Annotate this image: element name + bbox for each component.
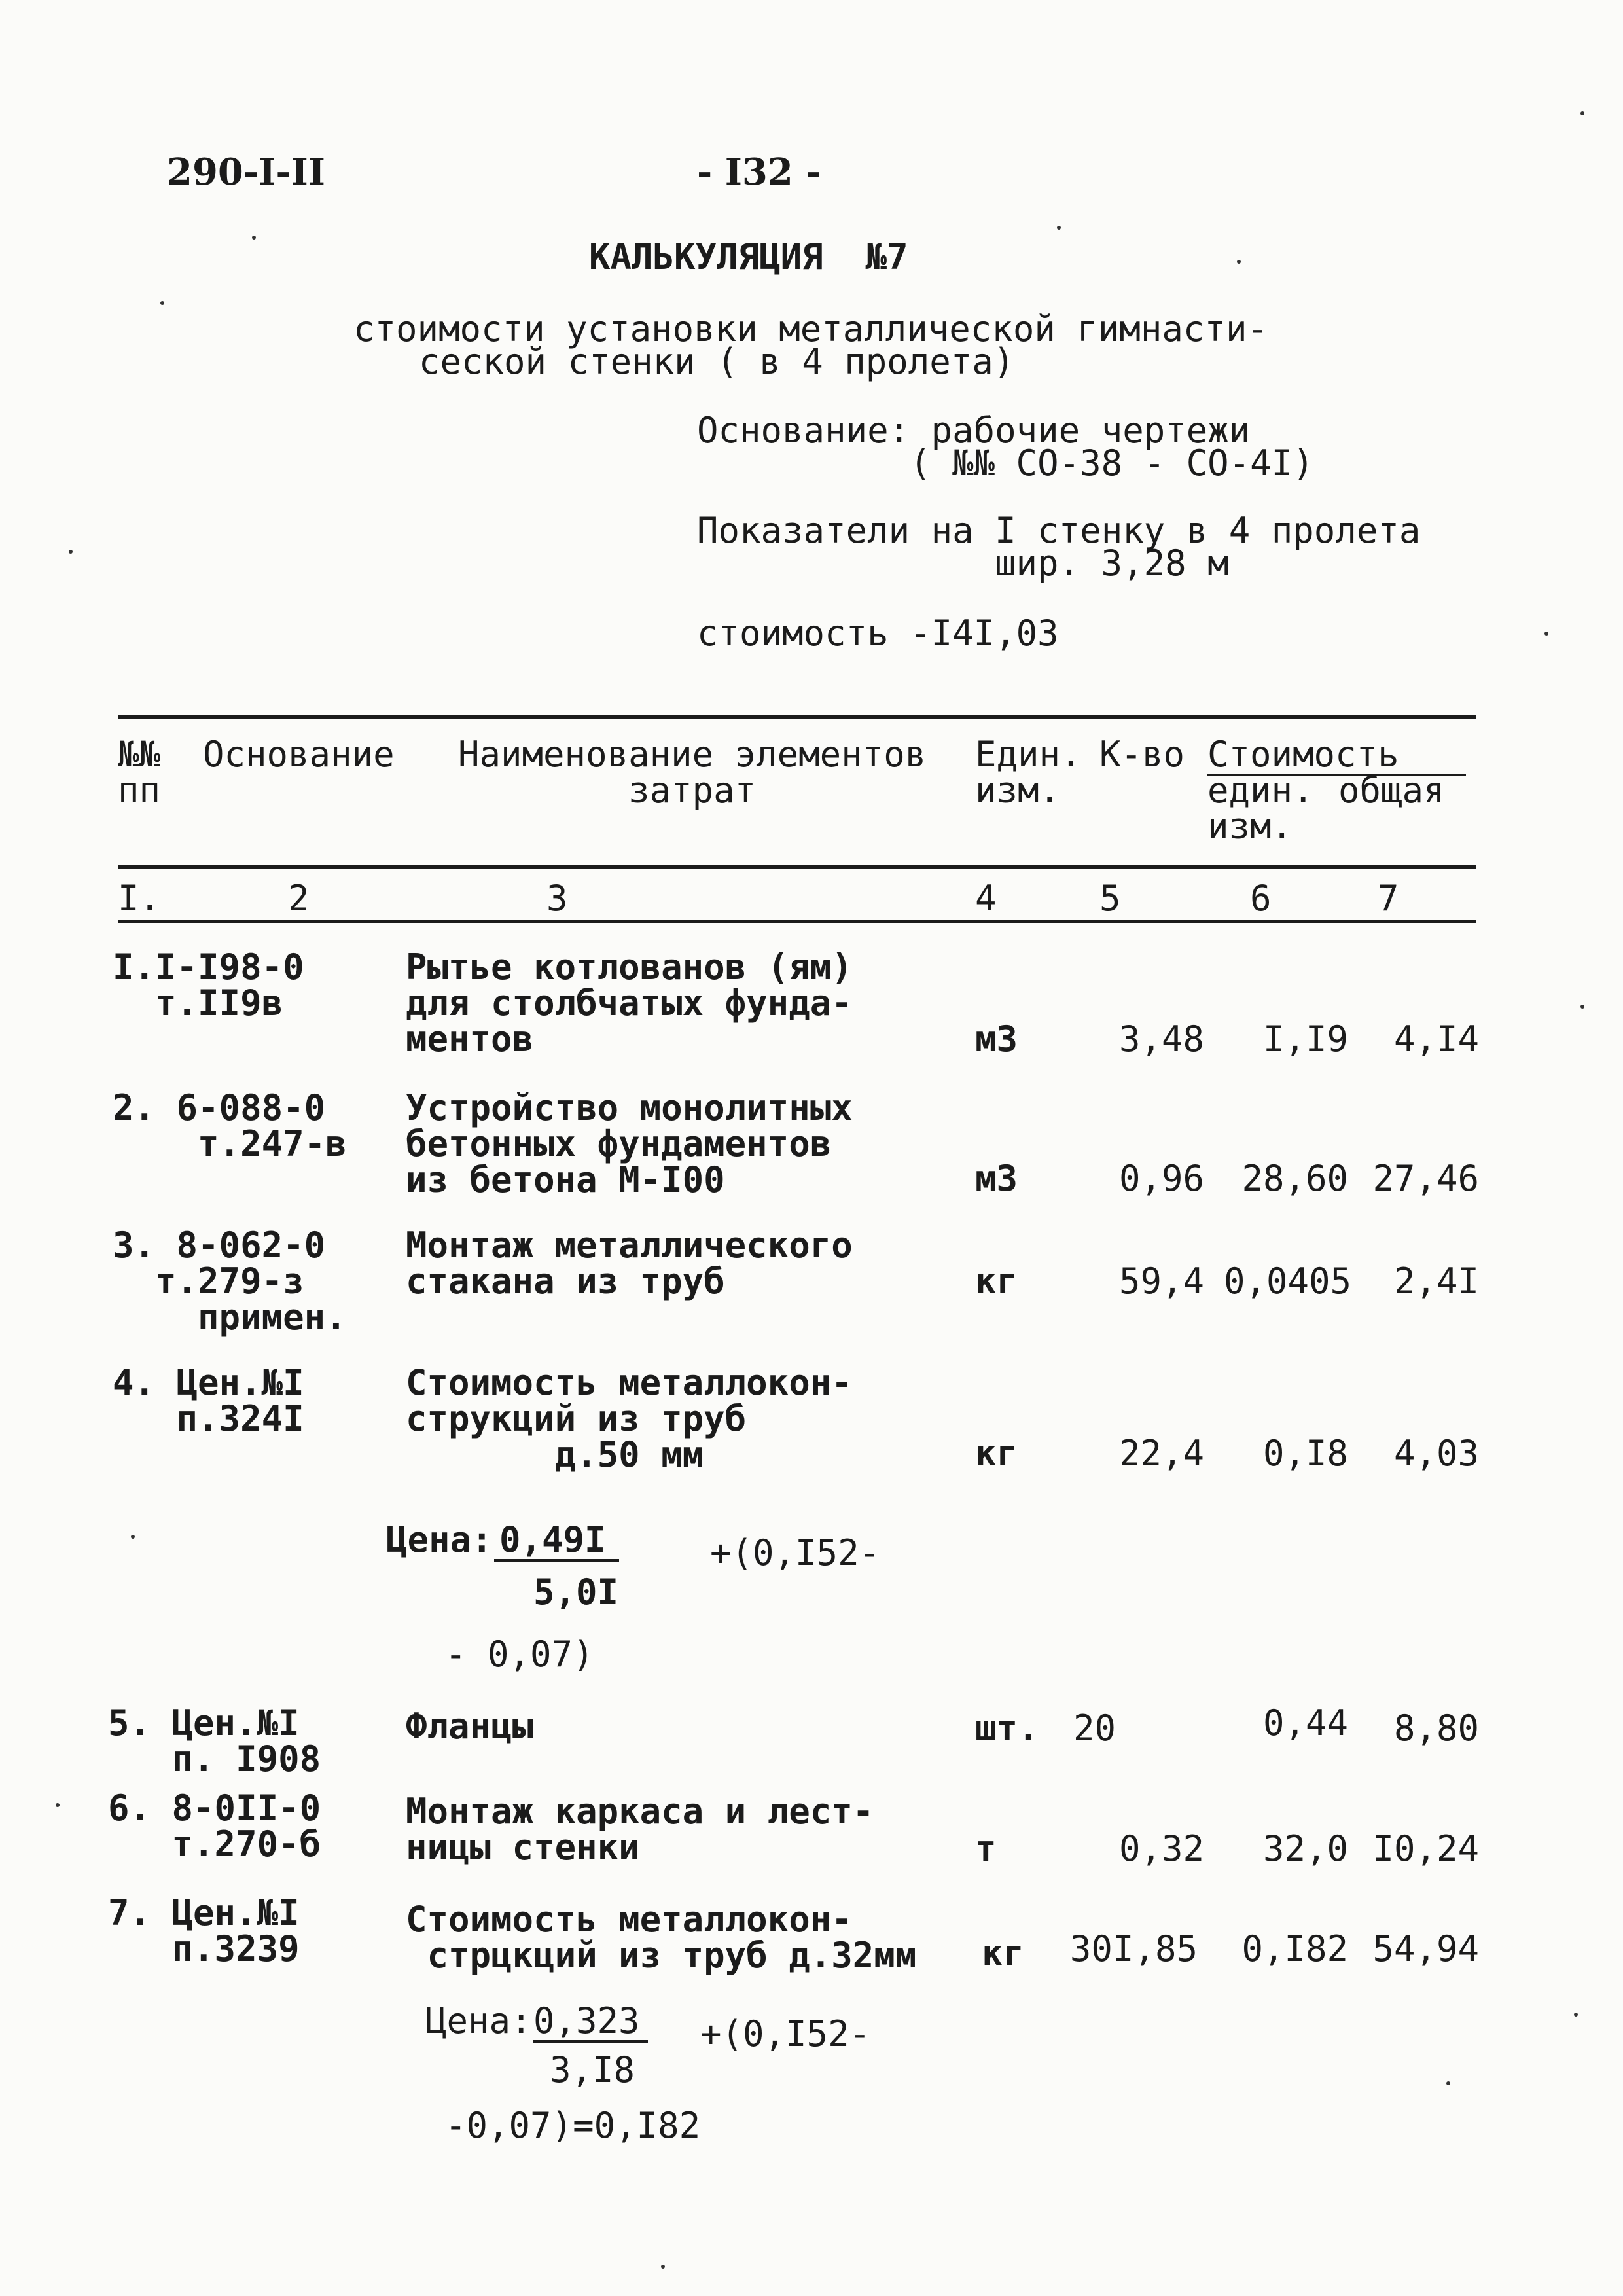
scan-speck (1580, 111, 1584, 115)
scan-speck (131, 1535, 135, 1539)
row-6-qty: 0,32 (1118, 1828, 1204, 1869)
row-6-unit-cost: 32,0 (1262, 1828, 1348, 1869)
header-bottom-rule (118, 865, 1476, 869)
row-3-unit-cost: 0,0405 (1224, 1261, 1352, 1302)
row-3-unit: кг (975, 1261, 1018, 1302)
row-5-name: Фланцы (406, 1706, 534, 1747)
row-1-name: Рытье котлованов (ям) для столбчатых фунда- ментов (406, 946, 853, 1060)
header-basis: Основание (203, 734, 395, 775)
row-1-qty: 3,48 (1118, 1018, 1204, 1060)
row-4-price-numerator: 0,49I (494, 1522, 619, 1562)
row-6-basis: 6. 8-0II-0 т.270-б (108, 1787, 321, 1865)
row-4-price-tail: +(0,I52- (710, 1532, 881, 1573)
row-3-qty: 59,4 (1118, 1261, 1204, 1302)
scan-speck (252, 236, 256, 240)
document-code: 290-I-II (167, 151, 325, 194)
indicators-line-2: шир. 3,28 м (995, 543, 1229, 584)
header-qty: К-во (1099, 734, 1185, 775)
row-4-total: 4,03 (1393, 1433, 1479, 1474)
row-4-unit-cost: 0,I8 (1262, 1433, 1348, 1474)
indicators-line-1: Показатели на I стенку в 4 пролета (697, 510, 1421, 551)
row-7-qty: 30I,85 (1069, 1928, 1198, 1969)
col-number-3: 3 (546, 878, 568, 919)
row-7-unit-cost: 0,I82 (1241, 1928, 1348, 1969)
row-5-total: 8,80 (1393, 1708, 1479, 1749)
row-6-total: I0,24 (1372, 1828, 1479, 1869)
row-4-price-denominator: 5,0I (533, 1571, 619, 1613)
col-number-7: 7 (1378, 878, 1399, 919)
row-7-total: 54,94 (1372, 1928, 1479, 1969)
row-1-unit-cost: I,I9 (1262, 1018, 1348, 1060)
row-3-name: Монтаж металлического стакана из труб (406, 1225, 853, 1302)
row-5-qty: 20 (1073, 1708, 1116, 1749)
subtitle-line-2: сеской стенки ( в 4 пролета) (419, 341, 1015, 382)
row-4-unit: кг (975, 1433, 1018, 1474)
scan-speck (1580, 1005, 1584, 1009)
row-4-price-close: - 0,07) (445, 1634, 594, 1675)
page-number: - I32 - (697, 151, 821, 194)
document-title: КАЛЬКУЛЯЦИЯ №7 (589, 236, 908, 278)
row-1-unit: м3 (975, 1018, 1018, 1060)
scan-speck (661, 2265, 665, 2269)
header-unit: Един. изм. (975, 734, 1082, 812)
col-number-4: 4 (975, 878, 997, 919)
scan-speck (1544, 632, 1548, 636)
row-7-basis: 7. Цен.№I п.3239 (108, 1892, 300, 1970)
scan-speck (69, 550, 73, 554)
basis-line-1: Основание: рабочие чертежи (697, 410, 1251, 451)
row-1-total: 4,I4 (1393, 1018, 1479, 1060)
row-7-unit: кг (982, 1933, 1025, 1974)
row-5-unit-cost: 0,44 (1262, 1702, 1348, 1744)
row-4-qty: 22,4 (1118, 1433, 1204, 1474)
row-4-basis: 4. Цен.№I п.324I (113, 1362, 304, 1440)
col-number-6: 6 (1250, 878, 1272, 919)
cost-line: стоимость -I4I,03 (697, 613, 1059, 654)
row-4-price-label: Цена: (386, 1519, 493, 1560)
header-number: №№ пп (118, 734, 161, 812)
row-6-unit: т (975, 1828, 997, 1869)
scan-speck (160, 301, 164, 305)
header-cost-unit: един. изм. (1207, 770, 1314, 848)
scan-speck (1057, 226, 1061, 230)
row-4-name: Стоимость металлокон- струкций из труб д.50 мм (406, 1362, 853, 1476)
row-2-basis: 2. 6-088-0 т.247-в (113, 1087, 347, 1165)
column-numbers-rule (118, 920, 1476, 923)
row-5-unit: шт. (975, 1708, 1039, 1749)
row-2-qty: 0,96 (1118, 1158, 1204, 1199)
header-name: Наименование элементов затрат (458, 734, 927, 812)
col-number-5: 5 (1099, 878, 1121, 919)
scan-speck (1574, 2013, 1578, 2017)
row-5-basis: 5. Цен.№I п. I908 (108, 1702, 321, 1780)
row-1-basis: I.I-I98-0 т.II9в (113, 946, 304, 1024)
row-6-name: Монтаж каркаса и лест- ницы стенки (406, 1791, 874, 1869)
scan-speck (56, 1803, 60, 1807)
row-7-price-denominator: 3,I8 (550, 2049, 635, 2090)
subtitle-line-1: стоимости установки металлической гимнасти- (353, 308, 1268, 350)
row-2-name: Устройство монолитных бетонных фундаментов из бетона М-I00 (406, 1087, 853, 1201)
header-cost-total: общая (1338, 770, 1445, 811)
col-number-2: 2 (288, 878, 310, 919)
row-2-total: 27,46 (1372, 1158, 1479, 1199)
scan-speck (1446, 2081, 1450, 2085)
scan-speck (1237, 260, 1241, 264)
table-top-rule (118, 715, 1476, 719)
basis-line-2: ( №№ СО-38 - СО-4I) (910, 442, 1314, 484)
header-cost: Стоимость (1207, 736, 1466, 776)
row-7-price-numerator: 0,323 (533, 2003, 648, 2043)
row-7-name: Стоимость металлокон- стрцкций из труб д.32мм (406, 1899, 917, 1977)
row-7-price-close: -0,07)=0,I82 (445, 2105, 701, 2146)
col-number-1: I. (118, 878, 161, 919)
row-7-price-tail: +(0,I52- (700, 2013, 871, 2054)
row-2-unit: м3 (975, 1158, 1018, 1199)
row-3-total: 2,4I (1393, 1261, 1479, 1302)
row-2-unit-cost: 28,60 (1241, 1158, 1348, 1199)
row-7-price-label: Цена: (425, 2000, 532, 2041)
row-3-basis: 3. 8-062-0 т.279-з примен. (113, 1225, 347, 1338)
